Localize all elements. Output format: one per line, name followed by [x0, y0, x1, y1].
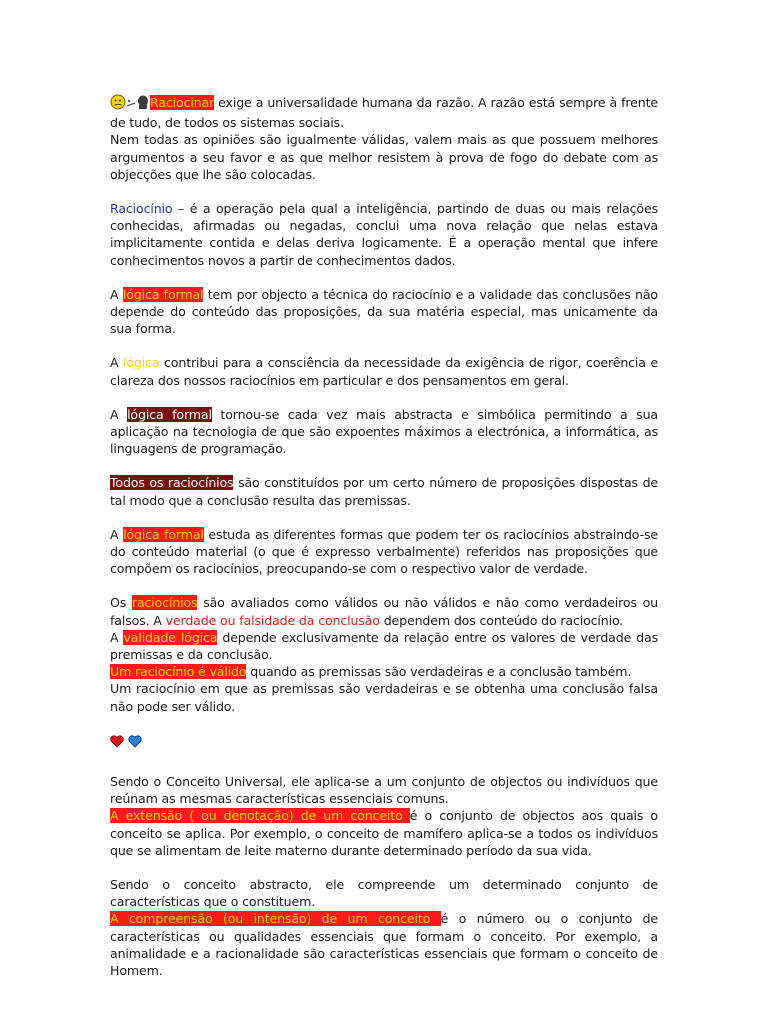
paragraph-todos-raciocinios: Todos os raciocínios são constituídos por um certo número de proposições dispostas de tal modo que a conclusão resulta das premissas. [110, 475, 659, 508]
paragraph-logica-abstracta: A lógica formal tornou-se cada vez mais abstracta e simbólica permitindo a sua aplicação na tecnologia de que são expoentes máximos a electrónica, a informática, as linguagens de programação. [110, 406, 658, 457]
document-body [110, 94, 658, 979]
link-logica[interactable]: lógica [123, 355, 160, 371]
paragraph-extensao: A extensão ( ou denotação) de um conceito é o conjunto de objectos aos quais o conceito se aplica. Por exemplo, o conceito de mamífero aplica-se a todos os indivíduos que se alimentam de leite materno durante determinado período da sua vida. [110, 808, 658, 858]
thinking-smiley-icon [110, 94, 150, 114]
highlight-extensao: A extensão ( ou denotação) de um conceito [110, 808, 410, 824]
hearts-row [110, 731, 658, 753]
highlight-logica-formal-2: lógica formal [123, 526, 204, 542]
highlight-logica-formal: lógica formal [122, 286, 204, 302]
red-heart-icon [110, 735, 124, 748]
paragraph-compreensao: A compreensão (ou intensão) de um conceito é o número ou o conjunto de características ou qualidades essenciais que formam o conceito. Por exemplo, a animalidade e a racionalidade são características essenciais que formam o conceito de Homem. [110, 911, 659, 978]
paragraph-conceito-abstracto: Sendo o conceito abstracto, ele compreende um determinado conjunto de características que o constituem. [110, 876, 658, 910]
paragraph-logica-estuda: A lógica formal estuda as diferentes formas que podem ter os raciocínios abstraindo-se do conteúdo material (o que é expresso verbalmente) referidos nas proposições que compõem os raciocínios, preocupando-se com o respectivo valor de verdade. [110, 526, 658, 577]
paragraph-conceito-universal: Sendo o Conceito Universal, ele aplica-se a um conjunto de objectos ou indivíduos que reúnam as mesmas características essenciais comuns. [110, 773, 658, 807]
blue-heart-icon [128, 735, 142, 748]
paragraph-opinioes: Nem todas as opiniões são igualmente válidas, valem mais as que possuem melhores argumentos a seu favor e as que melhor resistem à prova de fogo do debate com as objecções que lhe são colocadas. [110, 132, 658, 182]
highlight-logica-formal-dark: lógica formal [127, 406, 212, 422]
highlight-raciocinar: Raciocinar [150, 95, 215, 110]
paragraph-logica-formal-objecto: A lógica formal tem por objecto a técnica do raciocínio e a validade das conclusões não depende do conteúdo das proposições, da sua matéria especial, mas unicamente da sua forma. [110, 286, 658, 337]
paragraph-raciocinio: Raciocínio – é a operação pela qual a inteligência, partindo de duas ou mais relações conhecidas, afirmadas ou negadas, conclui uma nova relação que nelas estava implicitamente contida e delas deriva logicamente. É a operação mental que infere conhecimentos novos a partir de conhecimentos dados. [110, 201, 658, 268]
paragraph-validade-logica: A validade lógica depende exclusivamente da relação entre os valores de verdade das premissas e da conclusão. [110, 629, 659, 663]
highlight-validade-logica: validade lógica [123, 629, 218, 645]
highlight-compreensao: A compreensão (ou intensão) de um conceito [110, 911, 441, 927]
paragraph-nao-valido: Um raciocínio em que as premissas são verdadeiras e se obtenha uma conclusão falsa não pode ser válido. [110, 681, 658, 714]
red-text-verdade: verdade ou falsidade da conclusão [165, 612, 380, 628]
paragraph-raciocinios-avaliados: Os raciocínios são avaliados como válidos ou não válidos e não como verdadeiros ou falsos. A verdade ou falsidade da conclusão dependem dos conteúdo do raciocínio. [110, 595, 658, 628]
paragraph-raciocinio-valido: Um raciocínio é válido quando as premissas são verdadeiras e a conclusão também. [110, 664, 632, 680]
highlight-raciocinios: raciocínios [131, 595, 198, 611]
highlight-raciocinio-valido: Um raciocínio é válido [110, 664, 247, 680]
highlight-todos-raciocinios: Todos os raciocínios [110, 475, 234, 491]
link-raciocinio[interactable]: Raciocínio [110, 201, 173, 217]
paragraph-raciocinar: Raciocinar exige a universalidade humana da razão. A razão está sempre à frente de tudo, de todos os sistemas sociais. [110, 95, 658, 131]
paragraph-logica-contribui: A lógica contribui para a consciência da necessidade da exigência de rigor, coerência e clareza dos nossos raciocínios em particular e dos pensamentos em geral. [110, 355, 658, 388]
